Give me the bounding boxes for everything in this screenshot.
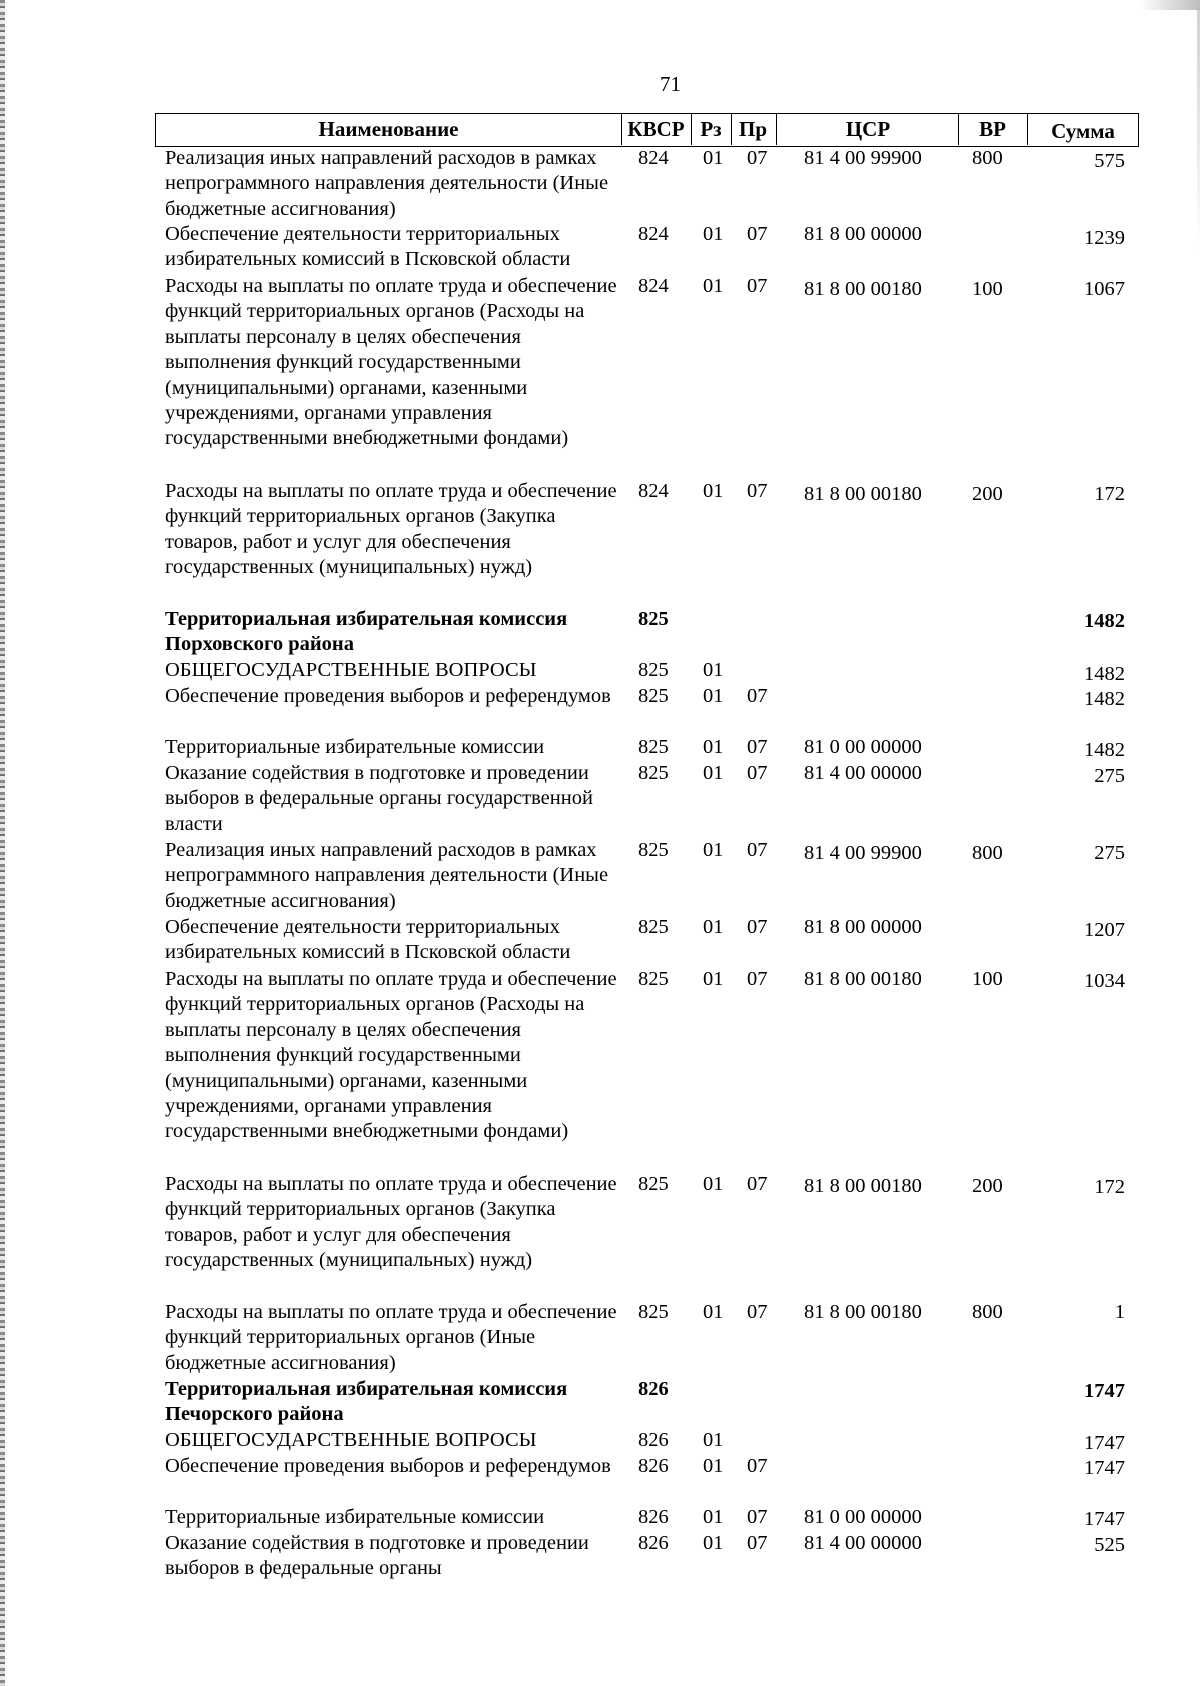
row-csr: 81 0 00 00000 — [804, 736, 922, 758]
row-rz: 01 — [703, 223, 724, 245]
row-kvsr: 826 — [638, 1378, 669, 1400]
row-pr: 07 — [747, 1532, 768, 1554]
row-sum: 1482 — [1084, 688, 1125, 710]
row-vr: 100 — [972, 968, 1003, 990]
row-csr: 81 8 00 00180 — [804, 968, 922, 990]
row-kvsr: 825 — [638, 839, 669, 861]
row-rz: 01 — [703, 1173, 724, 1195]
row-kvsr: 825 — [638, 968, 669, 990]
row-rz: 01 — [703, 968, 724, 990]
row-kvsr: 826 — [638, 1532, 669, 1554]
row-name: Территориальная избирательная комиссия Печорского района — [165, 1378, 568, 1426]
row-rz: 01 — [703, 1532, 724, 1554]
row-sum: 1067 — [1084, 278, 1125, 300]
row-rz: 01 — [703, 275, 724, 297]
header-kvsr: КВСР — [627, 117, 685, 141]
row-name: Оказание содействия в подготовке и проведении выборов в федеральные органы государственной власти — [165, 762, 593, 835]
row-csr: 81 8 00 00000 — [804, 916, 922, 938]
header-name: Наименование — [318, 117, 459, 141]
header-pr: Пр — [738, 117, 767, 141]
header-divider — [731, 114, 732, 145]
row-kvsr: 825 — [638, 916, 669, 938]
row-name: Обеспечение проведения выборов и референдумов — [165, 685, 611, 707]
row-vr: 100 — [972, 278, 1003, 300]
header-rz: Рз — [700, 117, 722, 141]
row-sum: 575 — [1094, 150, 1125, 172]
row-vr: 800 — [972, 147, 1003, 169]
row-kvsr: 826 — [638, 1429, 669, 1451]
header-csr: ЦСР — [845, 117, 891, 141]
row-kvsr: 825 — [638, 685, 669, 707]
row-rz: 01 — [703, 480, 724, 502]
row-sum: 1747 — [1084, 1508, 1125, 1530]
row-pr: 07 — [747, 1506, 768, 1528]
row-rz: 01 — [703, 916, 724, 938]
header-divider — [958, 114, 959, 145]
header-divider — [776, 114, 777, 145]
row-rz: 01 — [703, 762, 724, 784]
row-name: ОБЩЕГОСУДАРСТВЕННЫЕ ВОПРОСЫ — [165, 659, 537, 681]
row-pr: 07 — [747, 736, 768, 758]
row-rz: 01 — [703, 1301, 724, 1323]
row-sum: 1482 — [1084, 739, 1125, 761]
row-pr: 07 — [747, 762, 768, 784]
row-sum: 1747 — [1084, 1432, 1125, 1454]
row-csr: 81 8 00 00000 — [804, 223, 922, 245]
row-name: Территориальные избирательные комиссии — [165, 736, 545, 758]
row-vr: 200 — [972, 1175, 1003, 1197]
row-name: Территориальная избирательная комиссия Порховского района — [165, 608, 568, 656]
row-name: Расходы на выплаты по оплате труда и обеспечение функций территориальных органов (Расходы на выплаты персоналу в целях обеспечения выполнения функций государственными (муниципальными) органами, казенными учреждениями, органами управления государственными внебюджетными фондами) — [165, 968, 617, 1143]
row-pr: 07 — [747, 1455, 768, 1477]
header-divider — [621, 114, 622, 145]
row-csr: 81 0 00 00000 — [804, 1506, 922, 1528]
row-name: Обеспечение деятельности территориальных избирательных комиссий в Псковской области — [165, 916, 571, 964]
row-kvsr: 825 — [638, 762, 669, 784]
row-sum: 1482 — [1084, 663, 1125, 685]
row-csr: 81 8 00 00180 — [804, 1301, 922, 1323]
row-rz: 01 — [703, 147, 724, 169]
row-sum: 1747 — [1084, 1457, 1125, 1479]
row-csr: 81 4 00 99900 — [804, 842, 922, 864]
row-sum: 275 — [1094, 842, 1125, 864]
row-sum: 1207 — [1084, 919, 1125, 941]
row-kvsr: 825 — [638, 736, 669, 758]
row-kvsr: 826 — [638, 1455, 669, 1477]
row-rz: 01 — [703, 685, 724, 707]
row-vr: 800 — [972, 842, 1003, 864]
row-csr: 81 8 00 00180 — [804, 1175, 922, 1197]
row-pr: 07 — [747, 480, 768, 502]
row-vr: 800 — [972, 1301, 1003, 1323]
header-sum: Сумма — [1051, 119, 1115, 143]
header-divider — [1027, 114, 1028, 145]
row-sum: 275 — [1094, 765, 1125, 787]
scan-edge-left — [0, 0, 5, 1686]
row-name: ОБЩЕГОСУДАРСТВЕННЫЕ ВОПРОСЫ — [165, 1429, 537, 1451]
row-name: Территориальные избирательные комиссии — [165, 1506, 545, 1528]
row-sum: 1482 — [1084, 610, 1125, 632]
row-pr: 07 — [747, 1301, 768, 1323]
row-name: Расходы на выплаты по оплате труда и обеспечение функций территориальных органов (Иные бюджетные ассигнования) — [165, 1301, 617, 1374]
row-csr: 81 8 00 00180 — [804, 278, 922, 300]
row-rz: 01 — [703, 1455, 724, 1477]
page-number: 71 — [660, 72, 681, 96]
row-pr: 07 — [747, 685, 768, 707]
row-csr: 81 4 00 00000 — [804, 762, 922, 784]
row-name: Расходы на выплаты по оплате труда и обеспечение функций территориальных органов (Закупка товаров, работ и услуг для обеспечения государственных (муниципальных) нужд) — [165, 1173, 617, 1272]
row-name: Реализация иных направлений расходов в рамках непрограммного направления деятельности (Иные бюджетные ассигнования) — [165, 147, 609, 220]
row-kvsr: 825 — [638, 659, 669, 681]
row-pr: 07 — [747, 916, 768, 938]
row-sum: 172 — [1094, 483, 1125, 505]
row-sum: 525 — [1094, 1534, 1125, 1556]
row-kvsr: 825 — [638, 1173, 669, 1195]
row-name: Обеспечение деятельности территориальных избирательных комиссий в Псковской области — [165, 223, 571, 271]
row-kvsr: 825 — [638, 1301, 669, 1323]
header-vr: ВР — [979, 117, 1006, 141]
row-csr: 81 8 00 00180 — [804, 483, 922, 505]
row-name: Оказание содействия в подготовке и проведении выборов в федеральные органы — [165, 1532, 589, 1580]
row-pr: 07 — [747, 147, 768, 169]
row-csr: 81 4 00 00000 — [804, 1532, 922, 1554]
header-divider — [691, 114, 692, 145]
row-rz: 01 — [703, 1506, 724, 1528]
row-kvsr: 824 — [638, 275, 669, 297]
row-pr: 07 — [747, 839, 768, 861]
row-sum: 1239 — [1084, 227, 1125, 249]
scan-corner-shadow — [1140, 0, 1200, 10]
table-header — [155, 113, 1139, 147]
row-rz: 01 — [703, 659, 724, 681]
row-rz: 01 — [703, 736, 724, 758]
row-name: Расходы на выплаты по оплате труда и обеспечение функций территориальных органов (Расходы на выплаты персоналу в целях обеспечения выполнения функций государственными (муниципальными) органами, казенными учреждениями, органами управления государственными внебюджетными фондами) — [165, 275, 617, 450]
row-pr: 07 — [747, 275, 768, 297]
row-csr: 81 4 00 99900 — [804, 147, 922, 169]
row-pr: 07 — [747, 223, 768, 245]
row-sum: 172 — [1094, 1176, 1125, 1198]
row-kvsr: 826 — [638, 1506, 669, 1528]
row-name: Расходы на выплаты по оплате труда и обеспечение функций территориальных органов (Закупка товаров, работ и услуг для обеспечения государственных (муниципальных) нужд) — [165, 480, 617, 579]
row-sum: 1 — [1114, 1301, 1125, 1323]
row-name: Обеспечение проведения выборов и референдумов — [165, 1455, 611, 1477]
row-kvsr: 824 — [638, 147, 669, 169]
row-kvsr: 824 — [638, 223, 669, 245]
row-rz: 01 — [703, 1429, 724, 1451]
row-pr: 07 — [747, 968, 768, 990]
row-name: Реализация иных направлений расходов в рамках непрограммного направления деятельности (Иные бюджетные ассигнования) — [165, 839, 609, 912]
row-sum: 1034 — [1084, 970, 1125, 992]
row-vr: 200 — [972, 483, 1003, 505]
row-kvsr: 825 — [638, 608, 669, 630]
row-kvsr: 824 — [638, 480, 669, 502]
row-sum: 1747 — [1084, 1380, 1125, 1402]
row-rz: 01 — [703, 839, 724, 861]
row-pr: 07 — [747, 1173, 768, 1195]
